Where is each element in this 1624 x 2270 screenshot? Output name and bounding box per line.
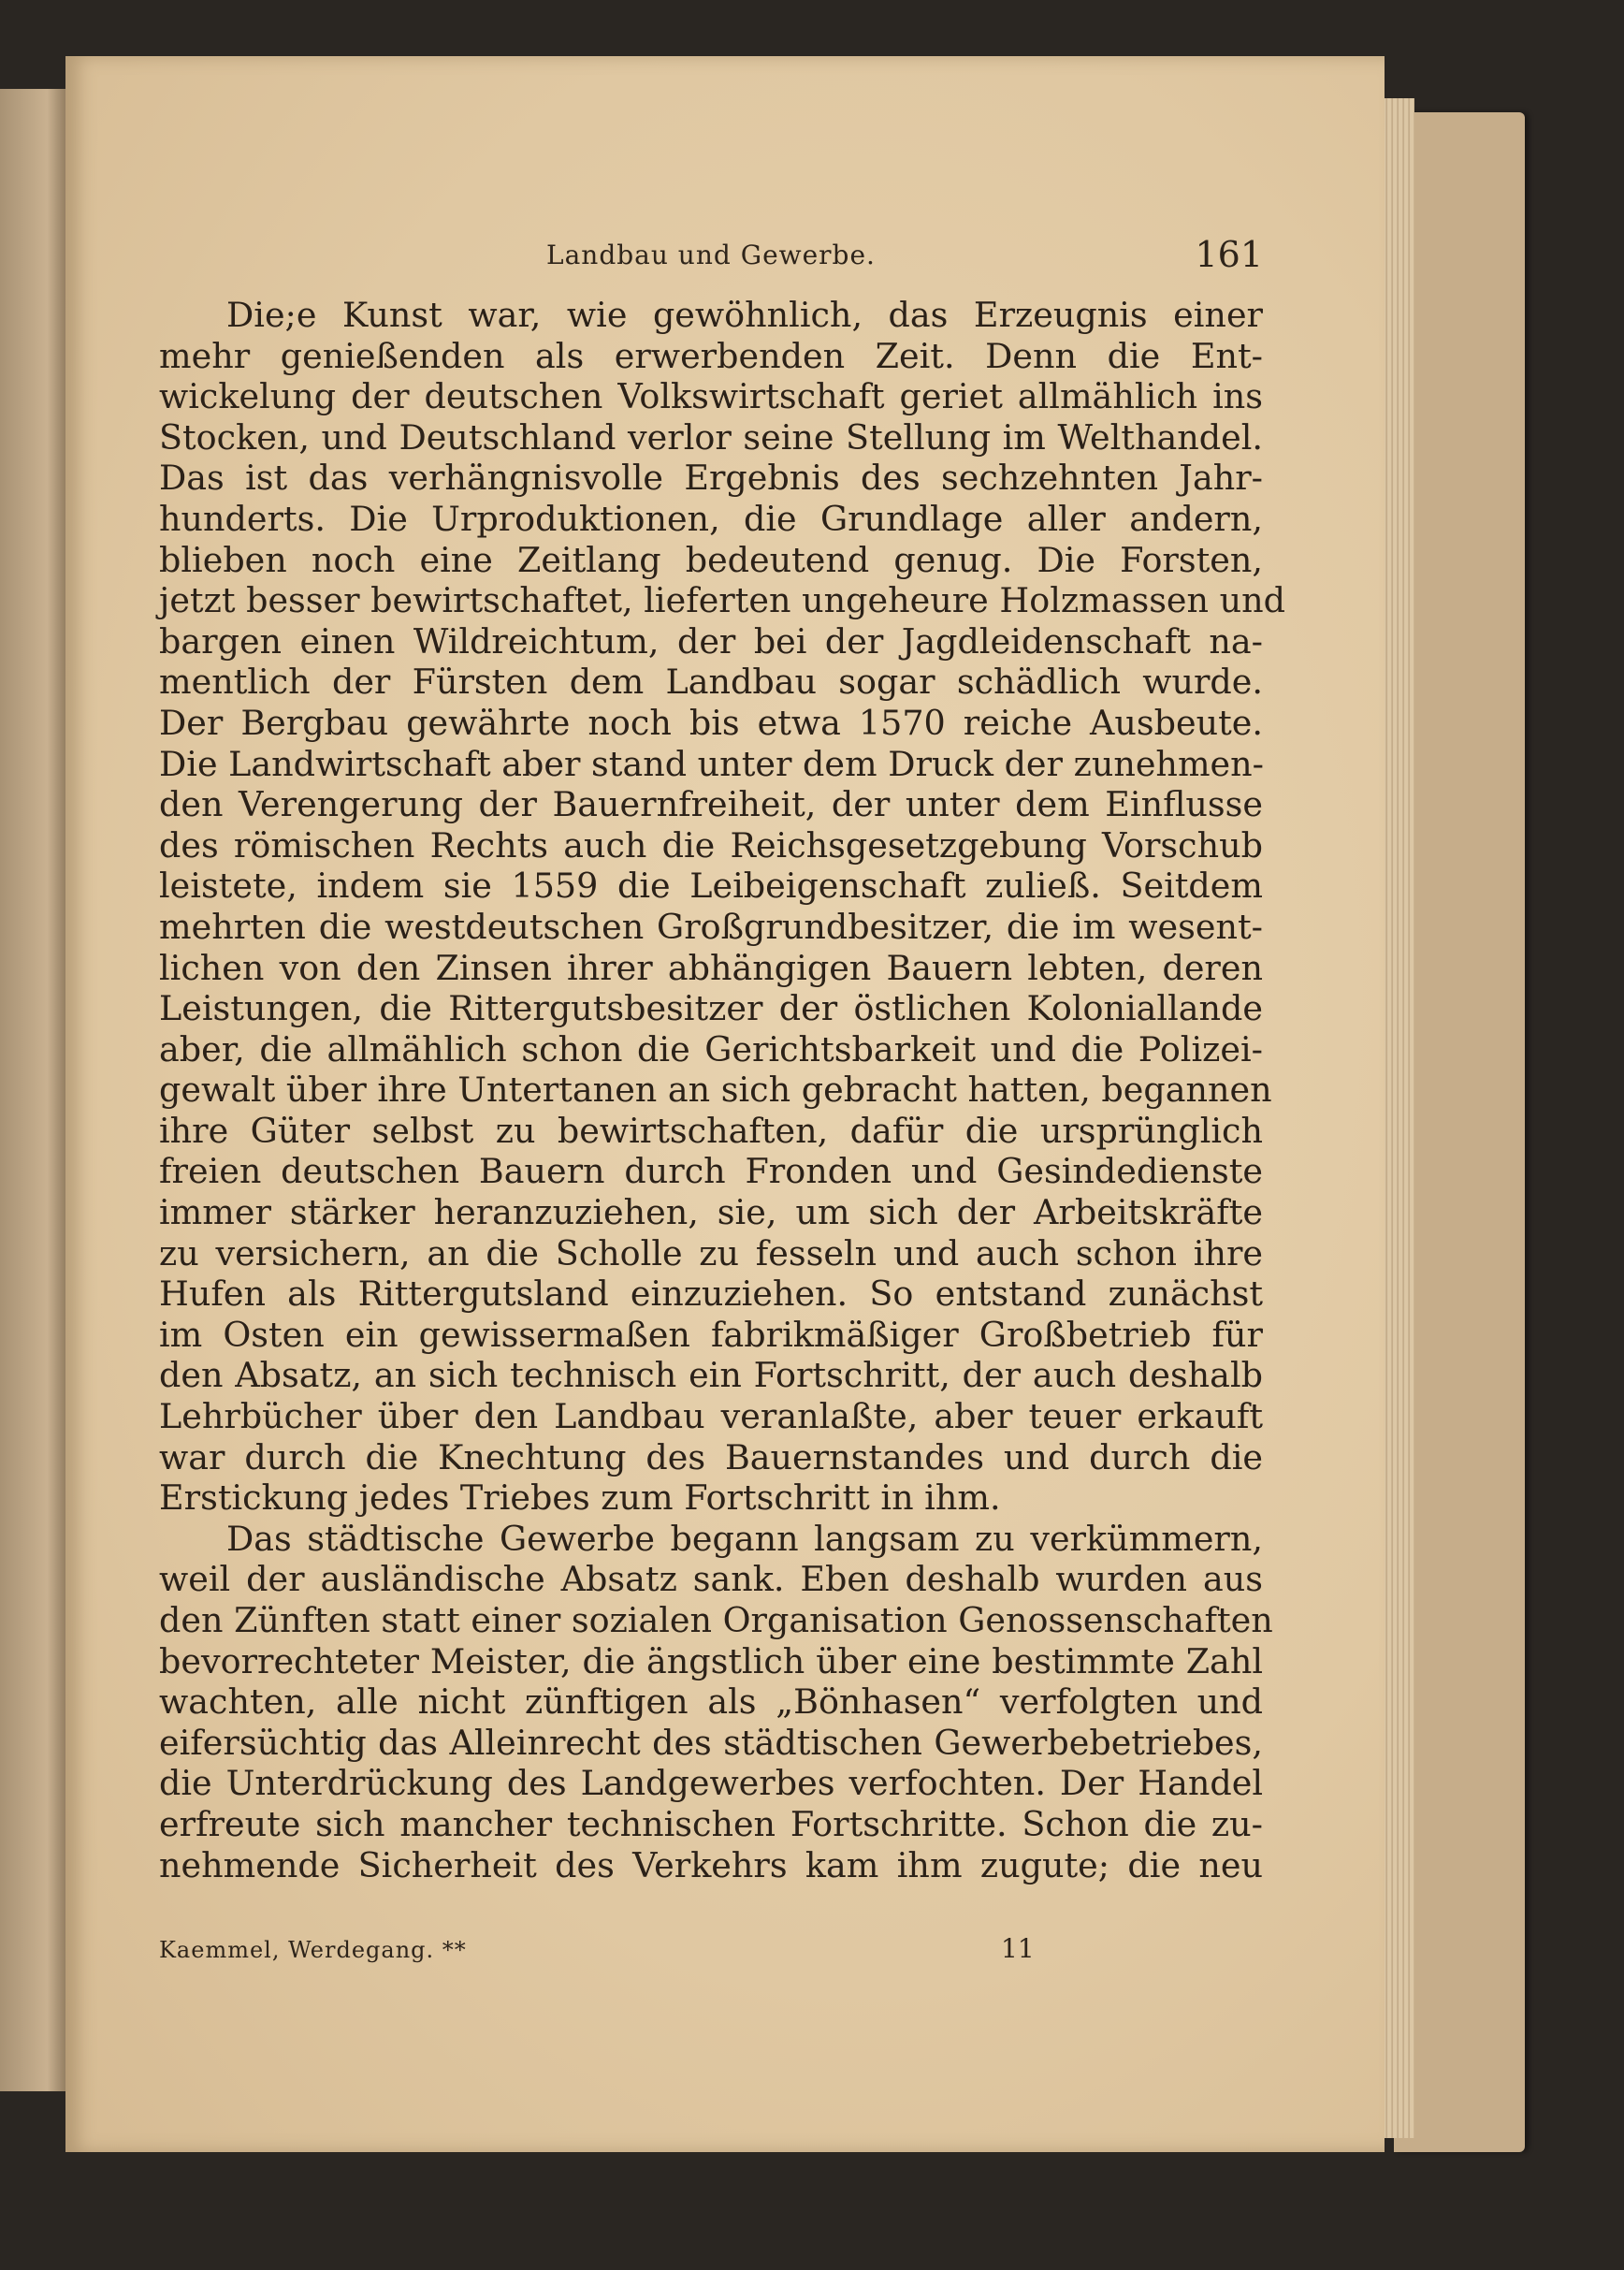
running-head xyxy=(159,234,1263,290)
text-line: Lehrbücher über den Landbau veranlaßte, aber teuer erkauft xyxy=(159,1396,1263,1437)
text-line: war durch die Knechtung des Bauernstandes und durch die xyxy=(159,1436,1263,1477)
text-line: Erstickung jedes Triebes zum Fortschritt in ihm. xyxy=(159,1477,1001,1519)
text-line: ihre Güter selbst zu bewirtschaften, dafür die ursprünglich xyxy=(159,1110,1263,1151)
text-line: immer stärker heranzuziehen, sie, um sich der Arbeitskräfte xyxy=(159,1192,1263,1233)
footer-author-title: Kaemmel, Werdegang. ** xyxy=(159,1937,467,1963)
text-line: im Osten ein gewissermaßen fabrikmäßiger Großbetrieb für xyxy=(159,1314,1263,1355)
book-page xyxy=(65,56,1385,2152)
text-line: Leistungen, die Rittergutsbesitzer der östlichen Koloniallande xyxy=(159,988,1263,1029)
text-line: den Absatz, an sich technisch ein Fortschritt, der auch deshalb xyxy=(159,1355,1263,1396)
text-line: freien deutschen Bauern durch Fronden und Gesindedienste xyxy=(159,1151,1263,1192)
text-line: Das städtische Gewerbe begann langsam zu verkümmern, xyxy=(226,1518,1263,1559)
text-line: mentlich der Fürsten dem Landbau sogar schädlich wurde. xyxy=(159,662,1263,703)
text-line: gewalt über ihre Untertanen an sich gebracht hatten, begannen xyxy=(159,1070,1272,1111)
left-page-edge xyxy=(0,89,67,2091)
text-line: den Verengerung der Bauernfreiheit, der unter dem Einflusse xyxy=(159,784,1263,825)
text-line: die Unterdrückung des Landgewerbes verfochten. Der Handel xyxy=(159,1763,1263,1804)
running-title: Landbau und Gewerbe. xyxy=(546,240,876,270)
page-number: 161 xyxy=(1195,234,1263,275)
text-line: leistete, indem sie 1559 die Leibeigenschaft zuließ. Seitdem xyxy=(159,866,1263,907)
text-line: blieben noch eine Zeitlang bedeutend genug. Die Forsten, xyxy=(159,539,1263,580)
text-line: nehmende Sicherheit des Verkehrs kam ihm zugute; die neu xyxy=(159,1844,1263,1885)
signature-mark: 11 xyxy=(1001,1933,1035,1964)
text-line: erfreute sich mancher technischen Fortschritte. Schon die zu- xyxy=(159,1803,1263,1844)
text-line: mehr genießenden als erwerbenden Zeit. Denn die Ent- xyxy=(159,335,1263,376)
text-line: weil der ausländische Absatz sank. Eben deshalb wurden aus xyxy=(159,1559,1263,1600)
text-line: Stocken, und Deutschland verlor seine Stellung im Welthandel. xyxy=(159,416,1263,458)
text-line: zu versichern, an die Scholle zu fesseln und auch schon ihre xyxy=(159,1232,1263,1273)
text-line: aber, die allmählich schon die Gerichtsbarkeit und die Polizei- xyxy=(159,1028,1263,1070)
text-line: den Zünften statt einer sozialen Organisation Genossenschaften xyxy=(159,1600,1273,1640)
text-line: des römischen Rechts auch die Reichsgesetzgebung Vorschub xyxy=(159,824,1263,866)
text-line: Die;e Kunst war, wie gewöhnlich, das Erzeugnis einer xyxy=(226,295,1263,335)
text-line: Hufen als Rittergutsland einzuziehen. So entstand zunächst xyxy=(159,1273,1263,1315)
text-line: Der Bergbau gewährte noch bis etwa 1570 reiche Ausbeute. xyxy=(159,702,1263,743)
text-line: jetzt besser bewirtschaftet, lieferten ungeheure Holzmassen und xyxy=(159,580,1286,621)
text-line: mehrten die westdeutschen Großgrundbesitzer, die im wesent- xyxy=(159,906,1263,947)
body-text xyxy=(159,295,1286,1885)
text-line: Die Landwirtschaft aber stand unter dem Druck der zunehmen- xyxy=(159,743,1264,784)
text-line: lichen von den Zinsen ihrer abhängigen Bauern lebten, deren xyxy=(159,947,1263,988)
page-footer xyxy=(159,1933,1263,1974)
text-line: bargen einen Wildreichtum, der bei der Jagdleidenschaft na- xyxy=(159,620,1263,662)
text-line: wickelung der deutschen Volkswirtschaft geriet allmählich ins xyxy=(159,376,1263,417)
text-line: Das ist das verhängnisvolle Ergebnis des sechzehnten Jahr- xyxy=(159,458,1263,499)
text-line: wachten, alle nicht zünftigen als „Bönhasen“ verfolgten und xyxy=(159,1681,1263,1723)
text-line: hunderts. Die Urproduktionen, die Grundlage aller andern, xyxy=(159,498,1263,539)
text-line: eifersüchtig das Alleinrecht des städtischen Gewerbebetriebes, xyxy=(159,1722,1263,1763)
text-line: bevorrechteter Meister, die ängstlich über eine bestimmte Zahl xyxy=(159,1640,1263,1681)
